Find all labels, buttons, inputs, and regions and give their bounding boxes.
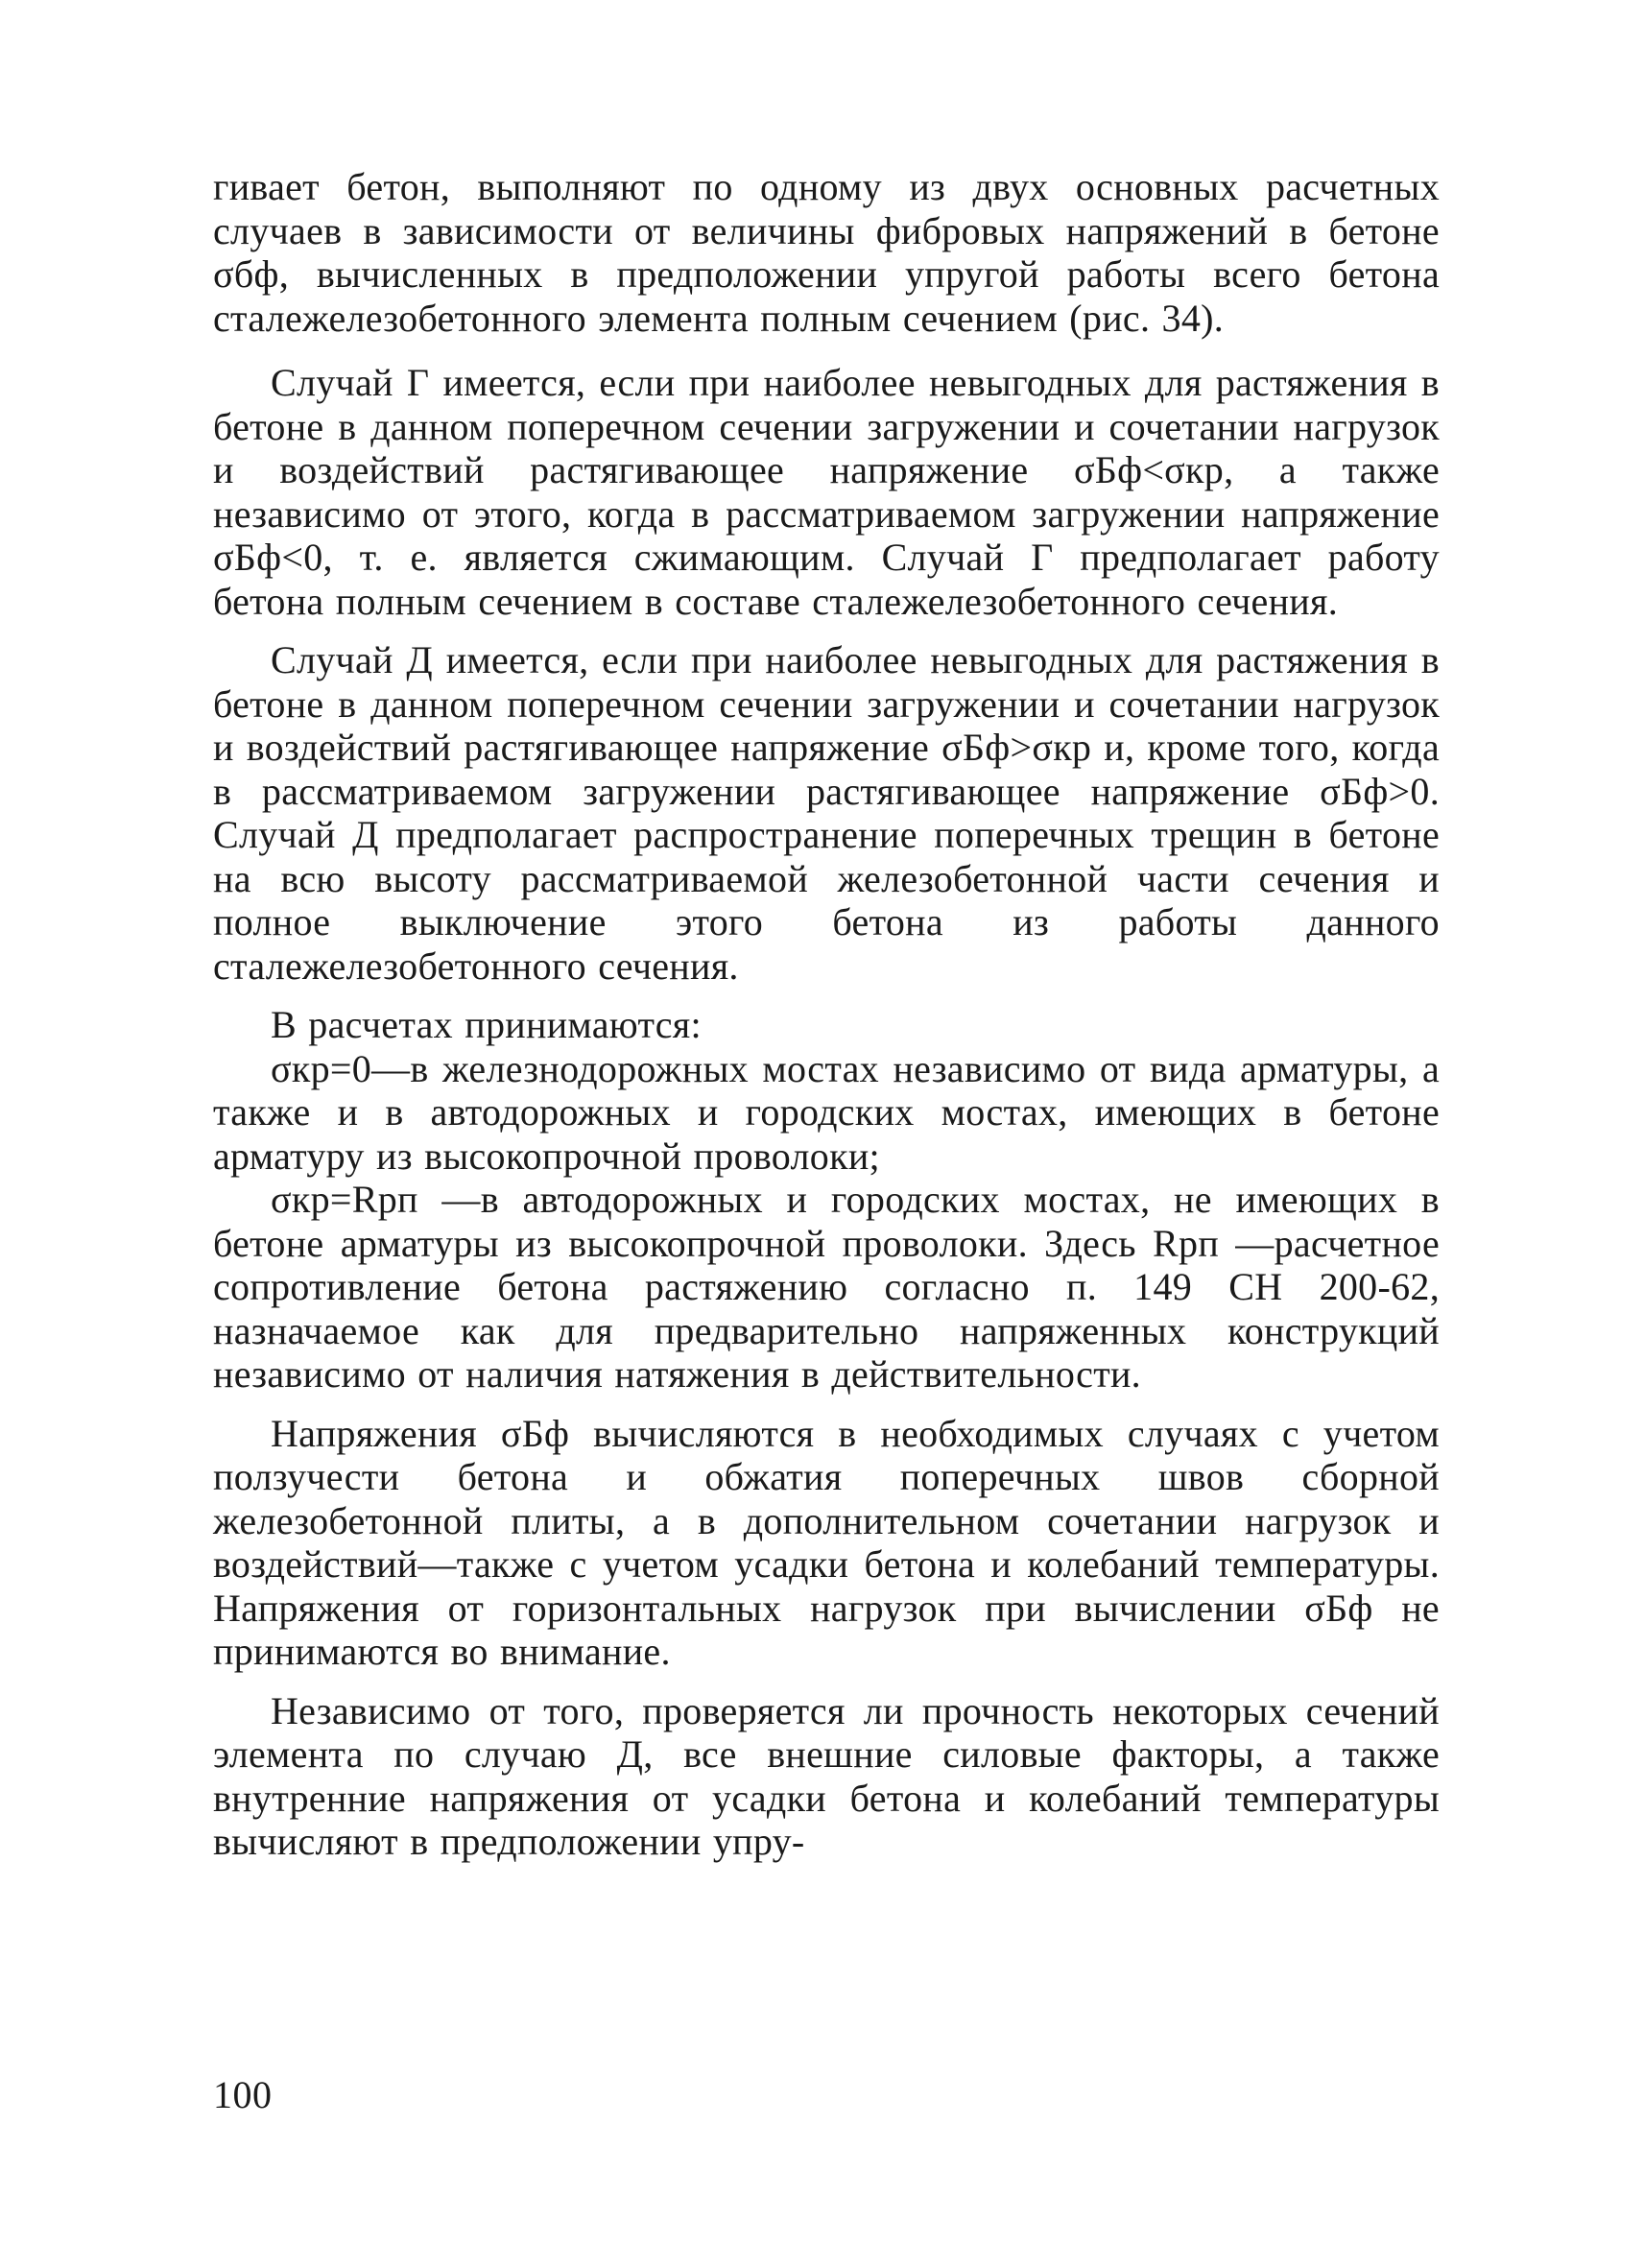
- paragraph-case-g: Случай Г имеется, если при наиболее невыгодных для растяжения в бетоне в данном поперечном сечении загружении и сочетании нагрузок и воздействий растягивающее напряжение σБф<σкр, а также независимо от этого, когда в рассматриваемом загружении напряжение σБф<0, т. е. является сжимающим. Случай Г предполагает работу бетона полным сечением в составе сталежелезобетонного сечения.: [213, 361, 1440, 623]
- paragraph-sigma-zero: σкр=0—в железнодорожных мостах независимо от вида арматуры, а также и в автодорожных и городских мостах, имеющих в бетоне арматуру из высокопрочной проволоки;: [213, 1046, 1440, 1178]
- paragraph-sigma-rrp: σкр=Rрп —в автодорожных и городских мостах, не имеющих в бетоне арматуры из высокопрочной проволоки. Здесь Rрп —расчетное сопротивление бетона растяжению согласно п. 149 СН 200-62, назначаемое как для предварительно напряженных конструкций независимо от наличия натяжения в действительности.: [213, 1178, 1440, 1396]
- body-text: [213, 165, 1440, 1864]
- paragraph-stresses: Напряжения σБф вычисляются в необходимых случаях с учетом ползучести бетона и обжатия поперечных швов сборной железобетонной плиты, а в дополнительном сочетании нагрузок и воздействий—также с учетом усадки бетона и колебаний температуры. Напряжения от горизонтальных нагрузок при вычислении σБф не принимаются во внимание.: [213, 1411, 1440, 1673]
- paragraph-case-d: Случай Д имеется, если при наиболее невыгодных для растяжения в бетоне в данном поперечном сечении загружении и сочетании нагрузок и воздействий растягивающее напряжение σБф>σкр и, кроме того, когда в рассматриваемом загружении растягивающее напряжение σБф>0. Случай Д предполагает распространение поперечных трещин в бетоне на всю высоту рассматриваемой железобетонной части сечения и полное выключение этого бетона из работы данного сталежелезобетонного сечения.: [213, 638, 1440, 988]
- paragraph-continuation: гивает бетон, выполняют по одному из двух основных расчетных случаев в зависимости от величины фибровых напряжений в бетоне σбф, вычисленных в предположении упругой работы всего бетона сталежелезобетонного элемента полным сечением (рис. 34).: [213, 165, 1440, 340]
- page-number: 100: [213, 2073, 273, 2116]
- paragraph-regardless: Независимо от того, проверяется ли прочность некоторых сечений элемента по случаю Д, все внешние силовые факторы, а также внутренние напряжения от усадки бетона и колебаний температуры вычисляют в предположении упру-: [213, 1688, 1440, 1863]
- paragraph-calculations-intro: В расчетах принимаются:: [271, 1003, 702, 1046]
